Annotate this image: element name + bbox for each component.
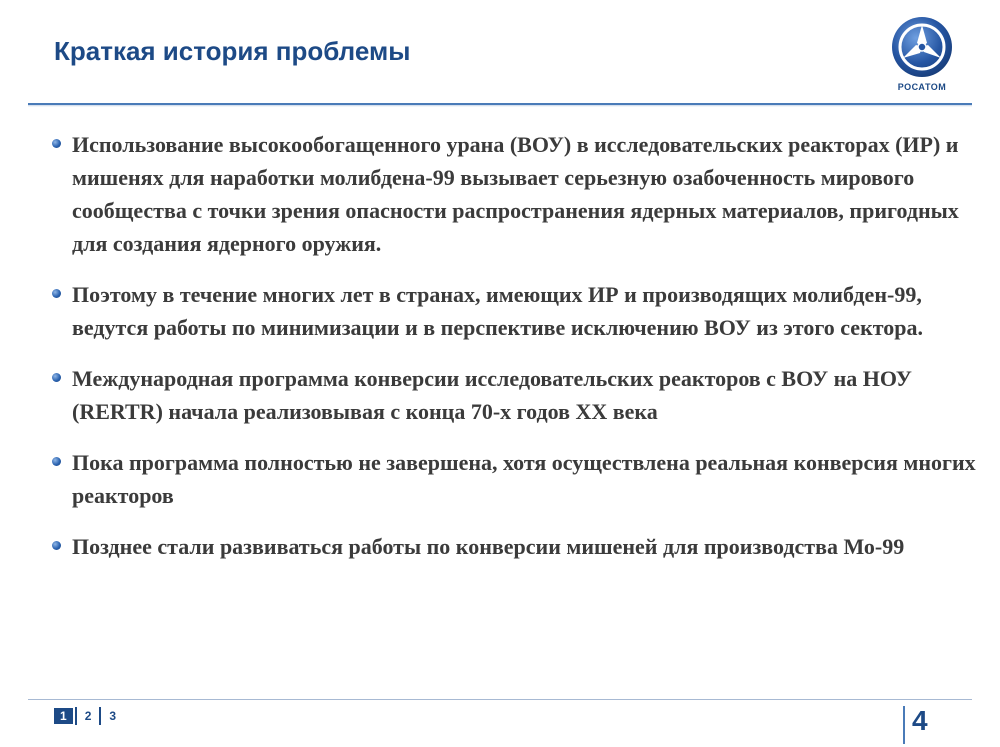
section-nav-item-1[interactable]: 1 [54,708,73,724]
bullet-text: Поэтому в течение многих лет в странах, имеющих ИР и производящих молибден-99, ведутся работы по минимизации и в перспективе исключению ВОУ из этого сектора. [72,282,923,340]
logo-wordmark: РОСАТОМ [897,82,947,92]
page-number: 4 [912,705,928,736]
bullet-item [50,362,980,428]
section-nav [54,706,122,726]
title-divider-shadow [28,105,972,107]
bullet-text: Позднее стали развиваться работы по конверсии мишеней для производства Мо-99 [72,534,905,559]
bullet-text: Международная программа конверсии исследовательских реакторов с ВОУ на НОУ (RERTR) начала реализовывая с конца 70-х годов XX века [72,366,912,424]
bullet-item [50,278,980,344]
bullet-icon [52,373,61,382]
atom-logo-icon [891,16,953,78]
bullet-icon [52,289,61,298]
bullet-text: Пока программа полностью не завершена, хотя осуществлена реальная конверсия многих реакторов [72,450,976,508]
page-number-separator [903,706,905,744]
nav-separator [99,707,101,725]
bullet-text: Использование высокообогащенного урана (ВОУ) в исследовательских реакторах (ИР) и мишенях для наработки молибдена-99 вызывает серьезную озабоченность мирового сообщества с точки зрения опасности распространения ядерных материалов, пригодных для создания ядерного оружия. [72,132,959,256]
bullet-item [50,446,980,512]
bullet-item [50,530,980,563]
bullet-icon [52,139,61,148]
nav-separator [75,707,77,725]
bullet-icon [52,541,61,550]
footer-divider [28,699,972,700]
bullet-list [50,128,980,563]
section-nav-item-2[interactable]: 2 [84,709,92,723]
bullet-icon [52,457,61,466]
section-nav-item-3[interactable]: 3 [109,709,117,723]
bullet-item [50,128,980,260]
rosatom-logo [888,16,956,100]
slide-title: Краткая история проблемы [54,36,411,66]
